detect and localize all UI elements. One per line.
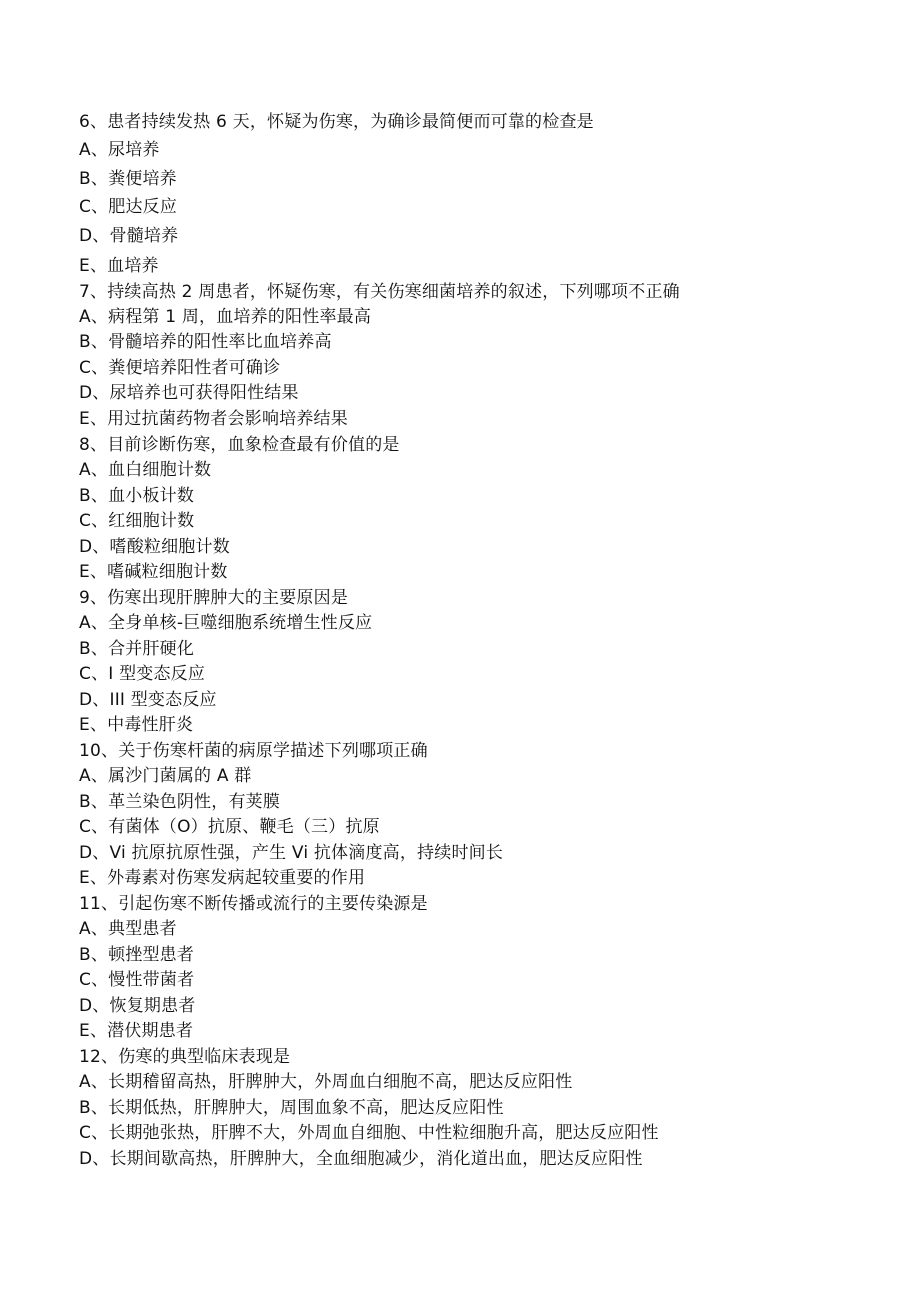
question-8: 8、目前诊断伤寒，血象检查最有价值的是 — [79, 435, 400, 455]
option-12c: C、长期弛张热，肝脾不大，外周血自细胞、中性粒细胞升高，肥达反应阳性 — [79, 1123, 659, 1143]
option-7d: D、尿培养也可获得阳性结果 — [79, 383, 299, 403]
option-9b: B、合并肝硬化 — [79, 639, 195, 659]
option-10c: C、有菌体（O）抗原、鞭毛（三）抗原 — [79, 817, 380, 837]
option-6e: E、血培养 — [79, 256, 159, 276]
option-10a: A、属沙门菌属的 A 群 — [79, 766, 252, 786]
option-8d: D、嗜酸粒细胞计数 — [79, 537, 230, 557]
option-8c: C、红细胞计数 — [79, 511, 195, 531]
option-11d: D、恢复期患者 — [79, 996, 196, 1016]
question-7: 7、持续高热 2 周患者，怀疑伤寒，有关伤寒细菌培养的叙述，下列哪项不正确 — [79, 282, 680, 302]
question-10: 10、关于伤寒杆菌的病原学描述下列哪项正确 — [79, 741, 428, 761]
option-6d: D、骨髓培养 — [79, 226, 179, 246]
option-8b: B、血小板计数 — [79, 486, 195, 506]
option-10d: D、Vi 抗原抗原性强，产生 Vi 抗体滴度高，持续时间长 — [79, 843, 504, 863]
option-9a: A、全身单核-巨噬细胞系统增生性反应 — [79, 613, 373, 633]
option-9d: D、III 型变态反应 — [79, 690, 217, 710]
option-12b: B、长期低热，肝脾肿大，周围血象不高，肥达反应阳性 — [79, 1098, 504, 1118]
question-11: 11、引起伤寒不断传播或流行的主要传染源是 — [79, 894, 428, 914]
option-11e: E、潜伏期患者 — [79, 1021, 194, 1041]
option-7b: B、骨髓培养的阳性率比血培养高 — [79, 332, 332, 352]
option-12d: D、长期间歇高热，肝脾肿大，全血细胞减少，消化道出血，肥达反应阳性 — [79, 1149, 643, 1169]
option-10b: B、革兰染色阴性，有荚膜 — [79, 792, 281, 812]
question-9: 9、伤寒出现肝脾肿大的主要原因是 — [79, 588, 349, 608]
option-11a: A、典型患者 — [79, 919, 177, 939]
option-8a: A、血白细胞计数 — [79, 460, 212, 480]
option-11c: C、慢性带菌者 — [79, 970, 195, 990]
question-12: 12、伤寒的典型临床表现是 — [79, 1047, 291, 1067]
question-6: 6、患者持续发热 6 天，怀疑为伤寒，为确诊最简便而可靠的检查是 — [79, 112, 594, 132]
option-6b: B、粪便培养 — [79, 169, 177, 189]
option-8e: E、嗜碱粒细胞计数 — [79, 562, 228, 582]
option-9c: C、I 型变态反应 — [79, 664, 206, 684]
option-11b: B、顿挫型患者 — [79, 945, 195, 965]
option-7a: A、病程第 1 周，血培养的阳性率最高 — [79, 307, 372, 327]
option-12a: A、长期稽留高热，肝脾肿大，外周血白细胞不高，肥达反应阳性 — [79, 1072, 573, 1092]
option-6a: A、尿培养 — [79, 140, 160, 160]
option-6c: C、肥达反应 — [79, 197, 178, 217]
option-7c: C、粪便培养阳性者可确诊 — [79, 358, 281, 378]
option-7e: E、用过抗菌药物者会影响培养结果 — [79, 409, 348, 429]
option-10e: E、外毒素对伤寒发病起较重要的作用 — [79, 868, 366, 888]
option-9e: E、中毒性肝炎 — [79, 715, 194, 735]
